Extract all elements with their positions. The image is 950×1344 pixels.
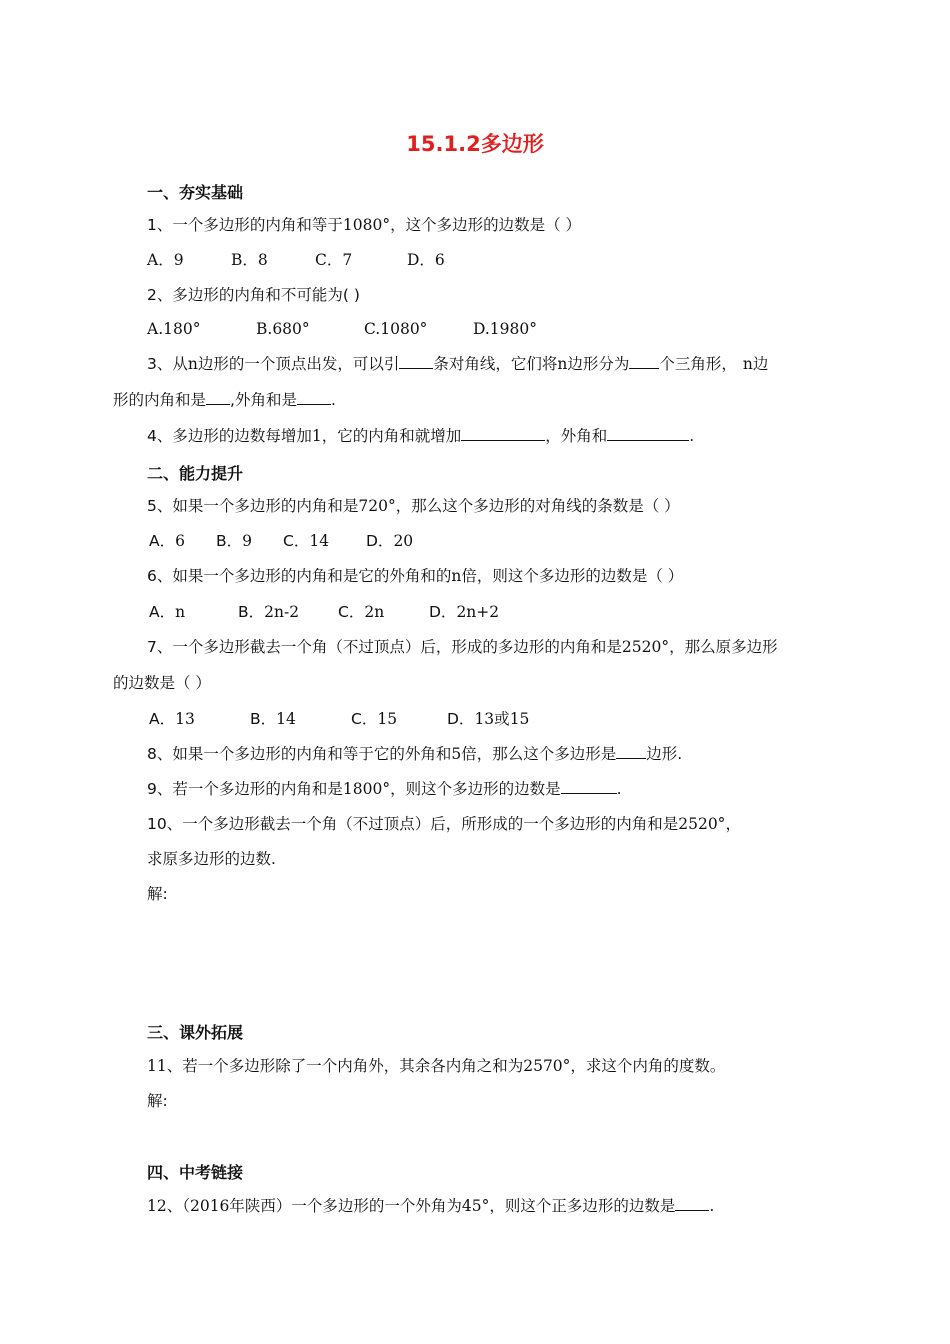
q6-option-d-letter: D． — [429, 603, 457, 621]
q5-text-a: 5、如果一个多边形的内角和是 — [147, 497, 359, 515]
q6-option-c — [338, 602, 429, 622]
q6-option-d — [429, 602, 499, 622]
q5-option-a — [149, 531, 216, 551]
q3-n1: n — [187, 355, 198, 373]
q6-option-d-value: 2n+2 — [456, 603, 500, 621]
q1-text-a: 1、一个多边形的内角和等于 — [147, 216, 343, 234]
q1-option-d: D．6 — [407, 251, 445, 269]
page-title: 15.1.2多边形 — [406, 132, 544, 156]
q2-option-c: C.1080° — [364, 320, 428, 338]
q4-text-d: . — [689, 427, 695, 445]
q11-answer-label: 解: — [147, 1092, 168, 1110]
q4-text-c: ，外角和 — [545, 427, 608, 445]
question-9 — [147, 779, 622, 799]
q1-option-a: A．9 — [147, 251, 184, 269]
q7-option-d — [447, 709, 529, 729]
q10-value: 2520° — [678, 815, 726, 833]
q7-option-b — [250, 709, 351, 729]
q10-text-b: ， — [725, 815, 741, 833]
q7-value: 2520° — [621, 638, 670, 656]
q3-blank-4 — [297, 390, 331, 405]
q5-option-b-value: 9 — [242, 532, 253, 550]
q1-option-c: C．7 — [315, 251, 353, 269]
q5-option-a-value: 6 — [175, 532, 185, 550]
q7-option-c-letter: C． — [351, 710, 378, 728]
q5-option-d — [366, 531, 413, 551]
question-7-line-2: 的边数是（ ） — [113, 674, 211, 692]
q1-value: 1080° — [342, 216, 391, 234]
q6-option-b-value: 2n-2 — [264, 603, 300, 621]
q5-option-d-letter: D． — [366, 532, 394, 550]
q12-blank — [675, 1196, 709, 1211]
question-6 — [147, 566, 683, 586]
q5-option-c — [283, 531, 366, 551]
q5-option-b — [216, 531, 283, 551]
q3-n3: n — [742, 355, 753, 373]
question-10-line-2: 求原多边形的边数. — [147, 850, 276, 868]
q3-text-c: 条对角线，它们将 — [433, 355, 558, 373]
q8-five: 5 — [451, 745, 462, 763]
q3-line2-b: ,外角和是 — [230, 391, 297, 409]
q6-option-b — [238, 602, 338, 622]
q5-option-a-letter: A． — [149, 532, 176, 550]
q5-option-c-value: 14 — [309, 532, 330, 550]
q7-option-b-letter: B． — [250, 710, 277, 728]
section-heading-3: 三、课外拓展 — [147, 1023, 244, 1042]
question-5 — [147, 496, 680, 516]
question-10-line-1 — [147, 814, 741, 834]
q7-option-d-letter: D． — [447, 710, 475, 728]
q8-text-b: 倍，那么这个多边形是 — [461, 745, 617, 763]
q3-blank-2 — [629, 354, 659, 369]
q8-blank — [616, 744, 646, 759]
q4-blank-1 — [461, 426, 545, 441]
q6-option-c-value: 2n — [364, 603, 385, 621]
section-heading-2: 二、能力提升 — [147, 464, 244, 483]
q7-option-b-value: 14 — [276, 710, 296, 728]
q5-option-d-value: 20 — [393, 532, 414, 550]
question-3-line-2 — [113, 390, 336, 410]
question-4 — [147, 426, 694, 446]
q7-option-a-letter: A． — [149, 710, 176, 728]
question-2: 2、多边形的内角和不可能为( ) — [147, 286, 360, 304]
q1-text-b: ，这个多边形的边数是（ ） — [390, 216, 582, 234]
q6-option-a — [149, 602, 238, 622]
q6-option-c-letter: C． — [338, 603, 365, 621]
q7-options — [149, 709, 529, 729]
question-8 — [147, 744, 682, 764]
q5-option-c-letter: C． — [283, 532, 310, 550]
q9-text-c: . — [616, 780, 622, 798]
q6-text-b: 倍，则这个多边形的边数是（ ） — [461, 567, 684, 585]
q7-option-a-value: 13 — [175, 710, 195, 728]
q2-option-a: A.180° — [147, 320, 201, 338]
q3-text-d: 边形分为 — [567, 355, 630, 373]
q3-text-a: 3、从 — [147, 355, 188, 373]
q7-option-c — [351, 709, 447, 729]
question-12 — [147, 1196, 714, 1216]
q9-text-b: ，则这个多边形的边数是 — [390, 780, 561, 798]
q5-text-b: ，那么这个多边形的对角线的条数是（ ） — [395, 497, 680, 515]
q1-options — [147, 250, 445, 270]
q9-text-a: 9、若一个多边形的内角和是 — [147, 780, 343, 798]
q7-text-b: ，那么原多边形 — [669, 638, 778, 656]
q3-blank-3 — [206, 390, 230, 405]
q5-option-b-letter: B． — [216, 532, 243, 550]
q10-answer-label: 解: — [147, 885, 168, 903]
q2-option-b: B.680° — [256, 320, 310, 338]
q3-text-b: 边形的一个顶点出发，可以引 — [197, 355, 400, 373]
q8-text-c: 边形. — [646, 745, 683, 763]
q6-option-a-letter: A． — [149, 603, 176, 621]
q6-option-b-letter: B． — [238, 603, 265, 621]
q9-blank — [561, 779, 617, 794]
q3-n2: n — [557, 355, 568, 373]
q7-option-d-or: 或 — [494, 710, 510, 728]
q2-options — [147, 319, 537, 339]
q6-options — [149, 602, 499, 622]
question-1 — [147, 215, 581, 235]
q7-option-c-value: 15 — [377, 710, 398, 728]
q3-blank-1 — [399, 354, 433, 369]
q4-one: 1 — [311, 427, 322, 445]
q8-text-a: 8、如果一个多边形的内角和等于它的外角和 — [147, 745, 452, 763]
q12-text-a: 12、（2016年陕西）一个多边形的一个外角为45°，则这个正多边形的边数是 — [147, 1197, 676, 1215]
q3-text-e: 个三角形， — [659, 355, 737, 373]
q5-options — [149, 531, 413, 551]
q4-blank-2 — [607, 426, 689, 441]
q6-n: n — [451, 567, 462, 585]
q7-text-a: 7、一个多边形截去一个角（不过顶点）后，形成的多边形的内角和是 — [147, 638, 622, 656]
q10-text-a: 10、一个多边形截去一个角（不过顶点）后，所形成的一个多边形的内角和是 — [147, 815, 679, 833]
q1-option-b: B．8 — [231, 251, 268, 269]
q12-text-b: . — [709, 1197, 715, 1215]
section-heading-1: 一、夯实基础 — [147, 183, 244, 202]
q4-text-b: ，它的内角和就增加 — [321, 427, 462, 445]
question-7-line-1 — [147, 637, 778, 657]
q7-option-a — [149, 709, 250, 729]
q9-value: 1800° — [342, 780, 391, 798]
q3-line2-a: 形的内角和是 — [113, 391, 207, 409]
q6-option-a-value: n — [175, 603, 186, 621]
section-heading-4: 四、中考链接 — [147, 1163, 244, 1182]
q7-option-d-value: 13 — [474, 710, 495, 728]
q2-option-d: D.1980° — [473, 320, 537, 338]
q3-text-f: 边 — [752, 355, 769, 373]
q3-line2-c: . — [330, 391, 336, 409]
question-11: 11、若一个多边形除了一个内角外，其余各内角之和为2570°，求这个内角的度数。 — [147, 1057, 726, 1075]
q5-value: 720° — [358, 497, 396, 515]
q4-text-a: 4、多边形的边数每增加 — [147, 427, 312, 445]
q7-option-d-value-2: 15 — [509, 710, 530, 728]
question-3-line-1 — [147, 354, 768, 374]
q6-text-a: 6、如果一个多边形的内角和是它的外角和的 — [147, 567, 452, 585]
